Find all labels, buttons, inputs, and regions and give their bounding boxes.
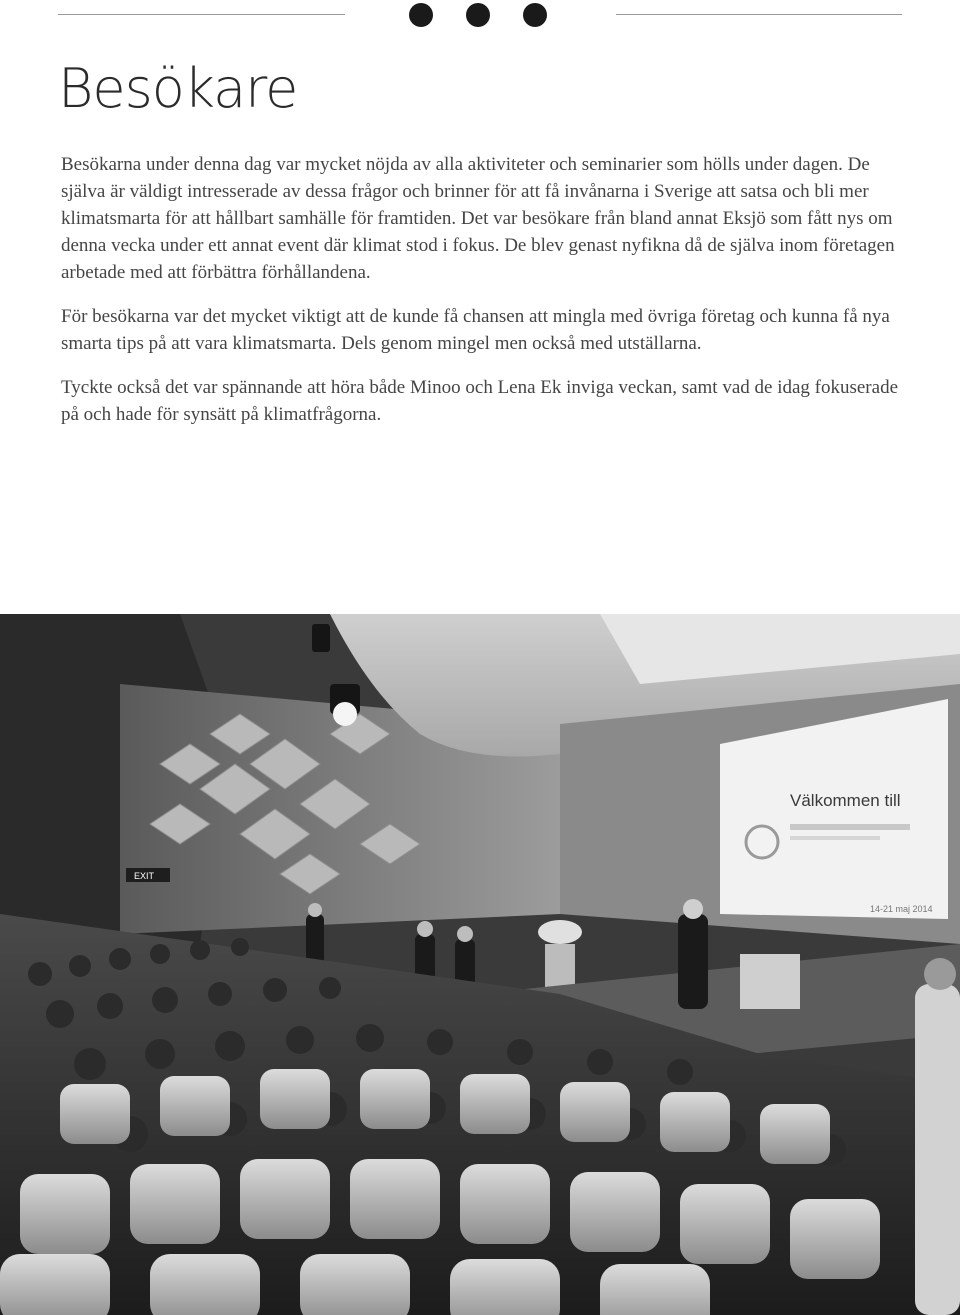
paragraph-1: Besökarna under denna dag var mycket nöjda av alla aktiviteter och seminarier som hölls under dagen. De själva är väldigt intresserade av dessa frågor och brinner för att få invånarna i Sverige att satsa och bli mer klimatsmarta för att hållbart samhälle för framtiden. Det var besökare från bland annat Eksjö som fått nys om denna vecka under ett annat event där klimat stod i fokus. De blev genast nyfikna då de själva inom företagen arbetade med att förbättra förhållandena. xyxy=(61,154,895,283)
body-text xyxy=(61,151,903,445)
auditorium-photo xyxy=(0,614,960,1315)
dot-icon xyxy=(523,3,547,27)
slide-dates: 14-21 maj 2014 xyxy=(870,904,933,914)
exit-sign: EXIT xyxy=(134,871,155,881)
dot-icon xyxy=(466,3,490,27)
header-rule-right xyxy=(616,14,902,15)
paragraph-3: Tyckte också det var spännande att höra både Minoo och Lena Ek inviga veckan, samt vad de idag fokuserade på och hade för synsätt på klimatfrågorna. xyxy=(61,377,899,425)
slide-title: Välkommen till xyxy=(790,791,901,810)
header-dots xyxy=(409,3,549,27)
paragraph-2: För besökarna var det mycket viktigt att de kunde få chansen att mingla med övriga företag och kunna få nya smarta tips på att vara klimatsmarta. Dels genom mingel men också med utställarna. xyxy=(61,306,890,354)
header-rule-left xyxy=(58,14,345,15)
page-title: Besökare xyxy=(58,57,298,120)
dot-icon xyxy=(409,3,433,27)
